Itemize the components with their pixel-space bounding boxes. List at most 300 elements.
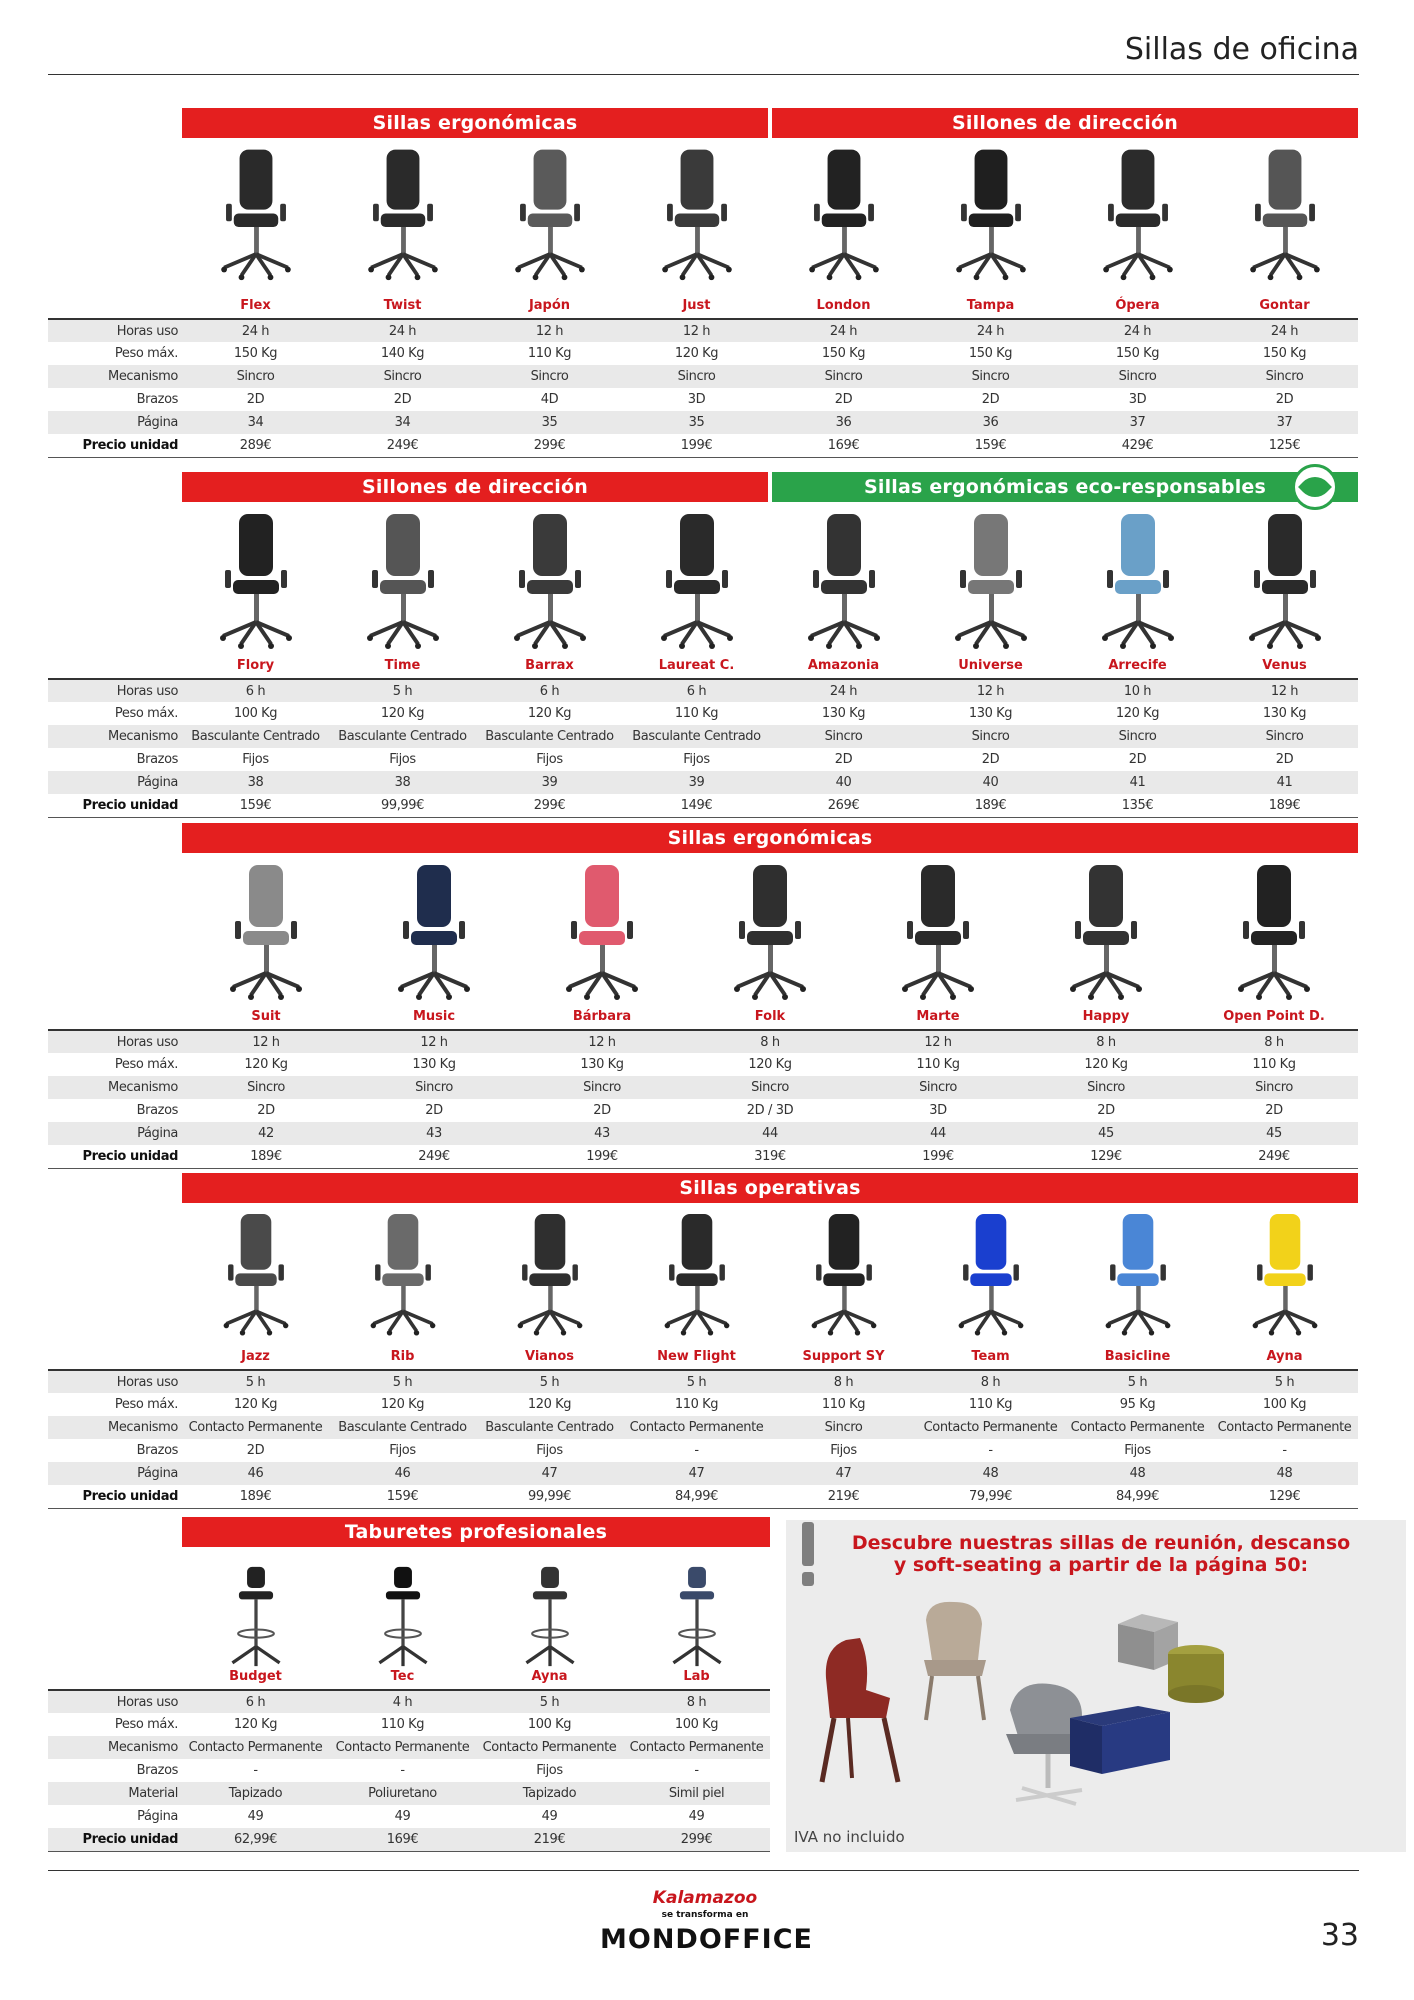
chair-image — [350, 855, 518, 1005]
product-name: Folk — [754, 1009, 786, 1024]
spec-value: Basculante Centrado — [476, 725, 623, 748]
spec-value: Contacto Permanente — [182, 1416, 329, 1439]
spec-label: Peso máx. — [114, 1717, 178, 1732]
product-name: Basicline — [1104, 1349, 1171, 1364]
spec-row-mecanismo — [48, 365, 1358, 388]
specs-table — [48, 1029, 1358, 1169]
spec-value: 8 h — [917, 1370, 1064, 1393]
spec-value: 2D — [246, 1443, 265, 1458]
spec-value: - — [988, 1443, 993, 1458]
page-number: 33 — [1320, 1918, 1359, 1953]
spec-value: 38 — [182, 771, 329, 794]
product-name: Time — [384, 658, 421, 673]
spec-value: Sincro — [623, 365, 770, 388]
spec-value: 8 h — [1022, 1030, 1190, 1053]
spec-value: 135€ — [1064, 794, 1211, 817]
spec-value: 219€ — [476, 1828, 623, 1851]
product-name: Marte — [916, 1009, 960, 1024]
spec-value: 43 — [350, 1122, 518, 1145]
spec-value: 110 Kg — [916, 1057, 960, 1072]
spec-value: 120 Kg — [244, 1057, 288, 1072]
spec-value: 249€ — [329, 434, 476, 457]
spec-label: Horas uso — [48, 1030, 182, 1053]
section-header: Sillas ergonómicas eco-responsables — [772, 472, 1358, 502]
promo-text: Descubre nuestras sillas de reunión, descanso y soft-seating a partir de la página 50: — [851, 1532, 1351, 1576]
section-header: Sillas ergonómicas — [182, 823, 1358, 853]
spec-value: 2D — [981, 392, 1000, 407]
chair-image — [1022, 855, 1190, 1005]
spec-value: 2D — [257, 1103, 275, 1118]
spec-value: 39 — [623, 771, 770, 794]
product-name: New Flight — [657, 1349, 736, 1364]
spec-value: 125€ — [1211, 434, 1358, 457]
spec-value: 159€ — [917, 434, 1064, 457]
spec-row-horas — [48, 1030, 1358, 1053]
promo-box — [786, 1520, 1406, 1852]
spec-value: 120 Kg — [527, 1397, 572, 1412]
spec-value: Contacto Permanente — [182, 1736, 329, 1759]
spec-value: 6 h — [623, 679, 770, 702]
spec-value: 130 Kg — [580, 1057, 624, 1072]
spec-value: Fijos — [536, 1443, 563, 1458]
spec-value: 130 Kg — [412, 1057, 456, 1072]
spec-value: 35 — [476, 411, 623, 434]
product-name: Venus — [1262, 658, 1307, 673]
chair-image — [1211, 504, 1358, 654]
spec-row-precio — [48, 1145, 1358, 1168]
chair-image — [1190, 855, 1358, 1005]
spec-label: Mecanismo — [48, 725, 182, 748]
chair-image — [623, 1205, 770, 1340]
spec-row-pagina — [48, 411, 1358, 434]
spec-row-pagina — [48, 1805, 770, 1828]
spec-value: 169€ — [329, 1828, 476, 1851]
product-name: Twist — [383, 298, 422, 313]
spec-label: Mecanismo — [48, 1076, 182, 1099]
spec-value: 99,99€ — [329, 794, 476, 817]
spec-label: Peso máx. — [114, 346, 178, 361]
spec-value: 45 — [1022, 1122, 1190, 1145]
spec-value: Fijos — [536, 752, 563, 767]
chair-image — [182, 1205, 329, 1340]
spec-label: Página — [48, 771, 182, 794]
spec-value: 110 Kg — [674, 706, 719, 721]
spec-value: 24 h — [329, 319, 476, 342]
spec-row-brazos — [48, 388, 1358, 411]
spec-label: Peso máx. — [114, 1397, 178, 1412]
product-name: Barrax — [525, 658, 574, 673]
spec-value: 5 h — [476, 1690, 623, 1713]
spec-value: 159€ — [329, 1485, 476, 1508]
chair-image — [518, 855, 686, 1005]
product-name: Ayna — [1266, 1349, 1303, 1364]
spec-value: 12 h — [1211, 679, 1358, 702]
spec-value: 110 Kg — [821, 1397, 866, 1412]
spec-value: 189€ — [1211, 794, 1358, 817]
spec-value: 100 Kg — [527, 1717, 572, 1732]
chair-image — [623, 504, 770, 654]
spec-value: 62,99€ — [182, 1828, 329, 1851]
spec-value: Contacto Permanente — [476, 1736, 623, 1759]
spec-value: 199€ — [623, 434, 770, 457]
chair-image — [1064, 140, 1211, 285]
spec-value: Fijos — [830, 1443, 857, 1458]
spec-label: Mecanismo — [48, 365, 182, 388]
spec-value: 6 h — [182, 679, 329, 702]
spec-value: Basculante Centrado — [476, 1416, 623, 1439]
spec-value: 129€ — [1211, 1485, 1358, 1508]
spec-value: Sincro — [770, 725, 917, 748]
spec-value: 12 h — [350, 1030, 518, 1053]
spec-value: 5 h — [329, 679, 476, 702]
spec-value: 47 — [623, 1462, 770, 1485]
spec-value: Basculante Centrado — [182, 725, 329, 748]
beige-chair-image — [924, 1602, 986, 1720]
product-name: Amazonia — [807, 658, 880, 673]
spec-value: 46 — [182, 1462, 329, 1485]
spec-row-brazos — [48, 1439, 1358, 1462]
spec-value: Tapizado — [182, 1782, 329, 1805]
spec-label: Página — [48, 1462, 182, 1485]
chair-image — [182, 504, 329, 654]
spec-value: Sincro — [1064, 365, 1211, 388]
spec-value: Sincro — [917, 725, 1064, 748]
spec-label: Precio unidad — [48, 1485, 182, 1508]
spec-label: Material — [48, 1782, 182, 1805]
spec-label: Brazos — [136, 752, 178, 767]
spec-value: 129€ — [1022, 1145, 1190, 1168]
spec-value: Contacto Permanente — [1211, 1416, 1358, 1439]
spec-value: Fijos — [389, 1443, 416, 1458]
spec-label: Precio unidad — [48, 1828, 182, 1851]
spec-value: 150 Kg — [821, 346, 866, 361]
spec-row-horas — [48, 679, 1358, 702]
spec-value: 110 Kg — [380, 1717, 425, 1732]
spec-value: 199€ — [518, 1145, 686, 1168]
spec-row-pagina — [48, 1462, 1358, 1485]
product-name: Flex — [240, 298, 271, 313]
spec-value: Sincro — [686, 1076, 854, 1099]
spec-label: Horas uso — [48, 319, 182, 342]
section-header: Sillones de dirección — [182, 472, 768, 502]
spec-value: 130 Kg — [968, 706, 1013, 721]
spec-value: 44 — [854, 1122, 1022, 1145]
red-chair-image — [822, 1638, 898, 1782]
spec-value: 48 — [1064, 1462, 1211, 1485]
spec-row-mecanismo — [48, 1416, 1358, 1439]
spec-value: 2D — [1275, 392, 1294, 407]
spec-row-precio — [48, 434, 1358, 457]
spec-value: 48 — [1211, 1462, 1358, 1485]
product-name: Arrecife — [1108, 658, 1167, 673]
spec-value: Contacto Permanente — [329, 1736, 476, 1759]
chair-image — [1211, 140, 1358, 285]
product-name: Tampa — [966, 298, 1015, 313]
spec-value: 4 h — [329, 1690, 476, 1713]
spec-row-peso — [48, 342, 1358, 365]
spec-value: 120 Kg — [674, 346, 719, 361]
spec-row-peso — [48, 1053, 1358, 1076]
chair-image — [917, 1205, 1064, 1340]
spec-value: 5 h — [623, 1370, 770, 1393]
spec-row-mecanismo — [48, 1076, 1358, 1099]
spec-value: Sincro — [917, 365, 1064, 388]
spec-value: 24 h — [770, 319, 917, 342]
spec-value: Fijos — [536, 1763, 563, 1778]
spec-value: 37 — [1064, 411, 1211, 434]
spec-value: 3D — [687, 392, 706, 407]
blue-bench-image — [1070, 1706, 1170, 1774]
chair-image — [1064, 1205, 1211, 1340]
spec-label: Horas uso — [48, 679, 182, 702]
spec-value: 84,99€ — [1064, 1485, 1211, 1508]
spec-value: 2D — [834, 752, 853, 767]
spec-value: 12 h — [182, 1030, 350, 1053]
spec-value: - — [400, 1763, 405, 1778]
spec-value: - — [253, 1763, 258, 1778]
chair-image — [917, 504, 1064, 654]
brand-old-name: Kalamazoo — [652, 1888, 758, 1908]
spec-value: Fijos — [389, 752, 416, 767]
spec-value: 429€ — [1064, 434, 1211, 457]
chair-image — [623, 1549, 770, 1671]
spec-row-precio — [48, 1485, 1358, 1508]
spec-value: Sincro — [182, 1076, 350, 1099]
chair-image — [476, 1549, 623, 1671]
spec-value: 24 h — [1064, 319, 1211, 342]
spec-value: 120 Kg — [380, 1397, 425, 1412]
spec-value: - — [1282, 1443, 1287, 1458]
spec-row-peso — [48, 1393, 1358, 1416]
spec-value: 110 Kg — [674, 1397, 719, 1412]
spec-value: 100 Kg — [674, 1717, 719, 1732]
spec-value: 5 h — [476, 1370, 623, 1393]
spec-value: 2D — [834, 392, 853, 407]
spec-value: 189€ — [917, 794, 1064, 817]
product-name: Ayna — [531, 1669, 568, 1684]
spec-value: 2D — [1265, 1103, 1283, 1118]
spec-value: 2D / 3D — [746, 1103, 794, 1118]
product-name: Japón — [528, 298, 571, 313]
spec-value: 199€ — [854, 1145, 1022, 1168]
spec-value: 150 Kg — [1115, 346, 1160, 361]
spec-label: Página — [48, 411, 182, 434]
spec-value: 299€ — [476, 434, 623, 457]
spec-value: 2D — [246, 392, 265, 407]
spec-value: 149€ — [623, 794, 770, 817]
spec-label: Brazos — [136, 1763, 178, 1778]
spec-value: 49 — [247, 1809, 264, 1824]
specs-table — [48, 1369, 1358, 1509]
spec-value: 47 — [476, 1462, 623, 1485]
spec-value: 120 Kg — [233, 1397, 278, 1412]
spec-value: 289€ — [182, 434, 329, 457]
spec-value: Basculante Centrado — [329, 1416, 476, 1439]
spec-value: 39 — [476, 771, 623, 794]
spec-value: 150 Kg — [1262, 346, 1307, 361]
chair-image — [476, 1205, 623, 1340]
spec-row-peso — [48, 702, 1358, 725]
spec-value: 8 h — [1190, 1030, 1358, 1053]
vat-note: IVA no incluido — [794, 1828, 905, 1846]
spec-row-mecanismo — [48, 725, 1358, 748]
product-name: Lab — [683, 1669, 710, 1684]
spec-value: Sincro — [1211, 365, 1358, 388]
specs-table — [48, 1689, 770, 1852]
spec-value: 2D — [981, 752, 1000, 767]
spec-value: 219€ — [770, 1485, 917, 1508]
specs-table — [48, 678, 1358, 818]
spec-value: 120 Kg — [527, 706, 572, 721]
spec-value: 120 Kg — [233, 1717, 278, 1732]
spec-value: 95 Kg — [1119, 1397, 1156, 1412]
spec-value: 79,99€ — [917, 1485, 1064, 1508]
spec-value: 2D — [593, 1103, 611, 1118]
brand-transition-text: se transforma en — [661, 1910, 749, 1920]
spec-value: 10 h — [1064, 679, 1211, 702]
spec-value: 130 Kg — [1262, 706, 1307, 721]
spec-value: 4D — [540, 392, 559, 407]
spec-value: 37 — [1211, 411, 1358, 434]
spec-value: 3D — [929, 1103, 947, 1118]
spec-row-brazos — [48, 1759, 770, 1782]
product-name: Universe — [958, 658, 1023, 673]
spec-label: Precio unidad — [48, 434, 182, 457]
spec-value: 150 Kg — [233, 346, 278, 361]
spec-row-material — [48, 1782, 770, 1805]
spec-label: Página — [48, 1122, 182, 1145]
spec-value: 36 — [770, 411, 917, 434]
spec-value: 34 — [329, 411, 476, 434]
spec-value: Contacto Permanente — [623, 1736, 770, 1759]
spec-value: Contacto Permanente — [1064, 1416, 1211, 1439]
product-name: Budget — [229, 1669, 282, 1684]
page-title: Sillas de oficina — [1124, 32, 1359, 67]
spec-row-horas — [48, 319, 1358, 342]
spec-value: Sincro — [1022, 1076, 1190, 1099]
spec-value: Fijos — [242, 752, 269, 767]
spec-row-precio — [48, 794, 1358, 817]
spec-row-brazos — [48, 748, 1358, 771]
spec-value: Fijos — [683, 752, 710, 767]
spec-value: 189€ — [182, 1485, 329, 1508]
product-name: Rib — [390, 1349, 415, 1364]
spec-value: 249€ — [1190, 1145, 1358, 1168]
spec-value: 2D — [425, 1103, 443, 1118]
spec-label: Precio unidad — [48, 1145, 182, 1168]
spec-value: 189€ — [182, 1145, 350, 1168]
chair-image — [1064, 504, 1211, 654]
spec-label: Horas uso — [48, 1690, 182, 1713]
spec-value: 12 h — [854, 1030, 1022, 1053]
spec-value: 8 h — [686, 1030, 854, 1053]
spec-label: Brazos — [136, 392, 178, 407]
spec-value: Sincro — [518, 1076, 686, 1099]
spec-value: 100 Kg — [233, 706, 278, 721]
spec-value: 12 h — [623, 319, 770, 342]
spec-value: 12 h — [917, 679, 1064, 702]
chair-image — [1211, 1205, 1358, 1340]
spec-value: 2D — [1097, 1103, 1115, 1118]
spec-value: 6 h — [182, 1690, 329, 1713]
chair-image — [329, 1549, 476, 1671]
spec-value: 249€ — [350, 1145, 518, 1168]
spec-value: 2D — [1275, 752, 1294, 767]
spec-value: 8 h — [623, 1690, 770, 1713]
spec-value: Contacto Permanente — [623, 1416, 770, 1439]
product-name: Team — [971, 1349, 1010, 1364]
spec-label: Peso máx. — [114, 1057, 178, 1072]
spec-value: Poliuretano — [329, 1782, 476, 1805]
spec-value: 48 — [917, 1462, 1064, 1485]
spec-value: 24 h — [182, 319, 329, 342]
spec-value: 120 Kg — [380, 706, 425, 721]
spec-row-pagina — [48, 771, 1358, 794]
product-name: London — [816, 298, 871, 313]
spec-value: 120 Kg — [1084, 1057, 1128, 1072]
title-divider — [48, 74, 1359, 75]
chair-image — [770, 504, 917, 654]
spec-value: 49 — [394, 1809, 411, 1824]
spec-value: 40 — [917, 771, 1064, 794]
chair-image — [770, 140, 917, 285]
chair-image — [476, 504, 623, 654]
spec-row-horas — [48, 1690, 770, 1713]
product-name: Suit — [251, 1009, 281, 1024]
spec-value: 40 — [770, 771, 917, 794]
spec-label: Brazos — [136, 1103, 178, 1118]
spec-value: 43 — [518, 1122, 686, 1145]
spec-value: 36 — [917, 411, 1064, 434]
spec-value: 299€ — [476, 794, 623, 817]
spec-value: Sincro — [1064, 725, 1211, 748]
spec-value: Contacto Permanente — [917, 1416, 1064, 1439]
spec-row-precio — [48, 1828, 770, 1851]
specs-table — [48, 318, 1358, 458]
spec-value: Sincro — [476, 365, 623, 388]
spec-value: 110 Kg — [968, 1397, 1013, 1412]
section-header: Sillones de dirección — [772, 108, 1358, 138]
spec-value: Basculante Centrado — [329, 725, 476, 748]
product-name: Bárbara — [572, 1009, 632, 1024]
chair-image — [329, 140, 476, 285]
spec-value: 159€ — [182, 794, 329, 817]
product-name: Ópera — [1115, 298, 1160, 313]
spec-value: 42 — [182, 1122, 350, 1145]
chair-image — [182, 855, 350, 1005]
spec-value: 41 — [1064, 771, 1211, 794]
spec-value: Sincro — [854, 1076, 1022, 1099]
spec-value: 49 — [541, 1809, 558, 1824]
spec-value: 3D — [1128, 392, 1147, 407]
product-name: Just — [682, 298, 711, 313]
product-name: Jazz — [241, 1349, 270, 1364]
chair-image — [770, 1205, 917, 1340]
section-header: Taburetes profesionales — [182, 1517, 770, 1547]
spec-value: 8 h — [770, 1370, 917, 1393]
spec-label: Mecanismo — [48, 1416, 182, 1439]
footer-divider — [48, 1870, 1359, 1871]
spec-value: 45 — [1190, 1122, 1358, 1145]
spec-value: 120 Kg — [748, 1057, 792, 1072]
spec-value: 100 Kg — [1262, 1397, 1307, 1412]
spec-value: 5 h — [329, 1370, 476, 1393]
spec-value: 99,99€ — [476, 1485, 623, 1508]
spec-label: Horas uso — [48, 1370, 182, 1393]
spec-value: 269€ — [770, 794, 917, 817]
spec-value: Tapizado — [476, 1782, 623, 1805]
product-name: Flory — [236, 658, 275, 673]
